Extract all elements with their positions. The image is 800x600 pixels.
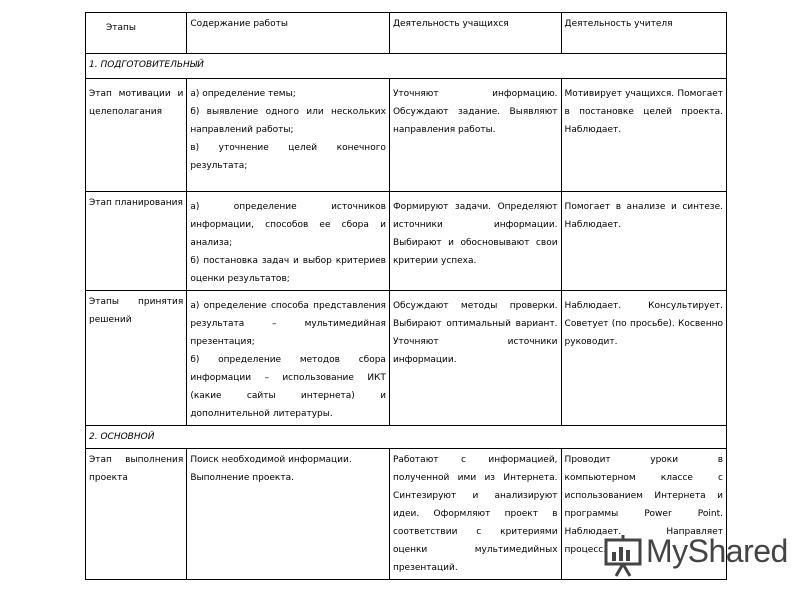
content-item: а) определение способа представления результата – мультимедийная презентация; [190, 301, 386, 347]
content-item: Поиск необходимой информации. [190, 455, 352, 465]
content-item: б) выявление одного или нескольких направлений работы; [190, 107, 386, 135]
teacher-cell: Мотивирует учащихся. Помогает в постановке целей проекта. Наблюдает. [561, 79, 726, 192]
content-cell [187, 291, 390, 426]
header-stage: Этапы [86, 13, 187, 54]
content-item: а) определение темы; [190, 89, 296, 99]
section-row-main [86, 426, 727, 449]
project-stages-table [85, 12, 727, 580]
stage-cell: Этапы принятия решений [86, 291, 187, 426]
content-item: в) уточнение целей конечного результата; [190, 143, 386, 171]
students-cell: Обсуждают методы проверки. Выбирают оптимальный вариант. Уточняют источники информации. [389, 291, 561, 426]
content-item: б) определение методов сбора информации – использование ИКТ (какие сайты интернета) и дополнительной литературы. [190, 355, 386, 419]
teacher-cell: Проводит уроки в компьютерном классе с использованием Интернета и программы Power Point. Наблюдает. Направляет процесс. [561, 449, 726, 580]
students-cell: Работают с информацией, полученной ими из Интернета. Синтезируют и анализируют идеи. Оформляют проект в соответствии с критериями оценки мультимедийных презентаций. [389, 449, 561, 580]
content-item: а) определение источников информации, способов ее сбора и анализа; [190, 202, 386, 248]
content-item: б) постановка задач и выбор критериев оценки результатов; [190, 256, 386, 284]
table-header-row [86, 13, 727, 54]
stage-cell: Этап планирования [86, 192, 187, 291]
students-cell: Уточняют информацию. Обсуждают задание. Выявляют направления работы. [389, 79, 561, 192]
table-row [86, 291, 727, 426]
content-cell [187, 192, 390, 291]
content-cell [187, 449, 390, 580]
teacher-cell: Наблюдает. Консультирует. Советует (по просьбе). Косвенно руководит. [561, 291, 726, 426]
table-row [86, 79, 727, 192]
header-teacher: Деятельность учителя [561, 13, 726, 54]
students-cell: Формируют задачи. Определяют источники информации. Выбирают и обосновывают свои критерии успеха. [389, 192, 561, 291]
header-students: Деятельность учащихся [389, 13, 561, 54]
content-item: Выполнение проекта. [190, 473, 294, 483]
section-title-preparatory: 1. ПОДГОТОВИТЕЛЬНЫЙ [86, 54, 727, 79]
stage-cell: Этап мотивации и целеполагания [86, 79, 187, 192]
logo-text: MyShared [646, 533, 788, 569]
section-title-main: 2. ОСНОВНОЙ [86, 426, 727, 449]
presentation-board-icon [604, 534, 644, 578]
section-row-preparatory [86, 54, 727, 79]
teacher-cell: Помогает в анализе и синтезе. Наблюдает. [561, 192, 726, 291]
header-content: Содержание работы [187, 13, 390, 54]
table-row [86, 192, 727, 291]
content-cell [187, 79, 390, 192]
stage-cell: Этап выполнения проекта [86, 449, 187, 580]
